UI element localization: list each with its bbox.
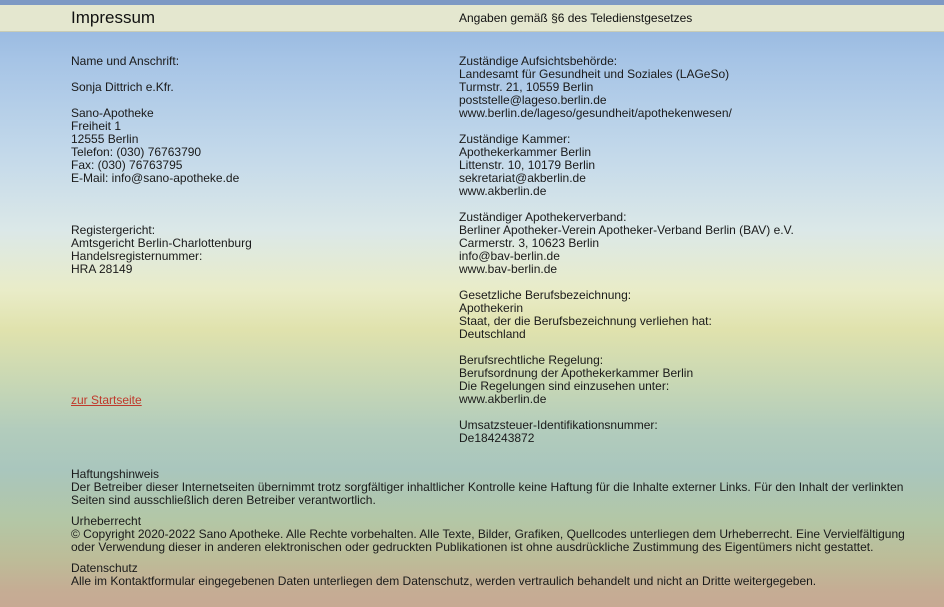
company-fax: Fax: (030) 76763795: [71, 158, 183, 172]
company-phone: Telefon: (030) 76763790: [71, 145, 202, 159]
title-heading: Gesetzliche Berufsbezeichnung:: [459, 288, 632, 302]
privacy-section: [71, 562, 911, 588]
title-country: Deutschland: [459, 327, 526, 341]
register-heading: Registergericht:: [71, 223, 156, 237]
chamber-heading: Zuständige Kammer:: [459, 132, 571, 146]
company-email: E-Mail: info@sano-apotheke.de: [71, 171, 240, 185]
address-heading: Name und Anschrift:: [71, 54, 180, 68]
liability-heading: Haftungshinweis: [71, 467, 160, 481]
copyright-heading: Urheberrecht: [71, 514, 142, 528]
association-name: Berliner Apotheker-Verein Apotheker-Verband Berlin (BAV) e.V.: [459, 223, 794, 237]
authority-heading: Zuständige Aufsichtsbehörde:: [459, 54, 618, 68]
register-number: HRA 28149: [71, 262, 133, 276]
association-heading: Zuständiger Apothekerverband:: [459, 210, 627, 224]
home-link[interactable]: zur Startseite: [71, 393, 142, 407]
authority-column: [459, 55, 919, 445]
association-street: Carmerstr. 3, 10623 Berlin: [459, 236, 600, 250]
rules-heading: Berufsrechtliche Regelung:: [459, 353, 604, 367]
title-country-label: Staat, der die Berufsbezeichnung verliehen hat:: [459, 314, 712, 328]
copyright-text-line1: © Copyright 2020-2022 Sano Apotheke. Alle Rechte vorbehalten. Alle Texte, Bilder, Grafiken, Quellcodes unterliegen dem Urheberrecht. Eine Vervielfältigung: [71, 527, 905, 541]
privacy-text-line1: Alle im Kontaktformular eingegebenen Daten unterliegen dem Datenschutz, werden vertraulich behandelt und nicht an Dritte weitergegeben.: [71, 574, 817, 588]
title-value: Apothekerin: [459, 301, 524, 315]
chamber-url: www.akberlin.de: [459, 184, 547, 198]
authority-email: poststelle@lageso.berlin.de: [459, 93, 607, 107]
authority-name: Landesamt für Gesundheit und Soziales (LAGeSo): [459, 67, 730, 81]
company-city: 12555 Berlin: [71, 132, 139, 146]
copyright-text-line2: oder Verwendung dieser in anderen elektronischen oder gedruckten Publikationen ist ohne ausdrückliche Zustimmung des Eigentümers nicht gestattet.: [71, 540, 874, 554]
rules-url: www.akberlin.de: [459, 392, 547, 406]
authority-url: www.berlin.de/lageso/gesundheit/apothekenwesen/: [459, 106, 732, 120]
liability-text-line2: Seiten sind ausschließlich deren Betreiber verantwortlich.: [71, 493, 376, 507]
chamber-email: sekretariat@akberlin.de: [459, 171, 586, 185]
page-title: Impressum: [71, 8, 156, 27]
liability-text-line1: Der Betreiber dieser Internetseiten übernimmt trotz sorgfältiger inhaltlicher Kontrolle keine Haftung für die Inhalte externer Links. Für den Inhalt der verlinkten: [71, 480, 904, 494]
page-header: [0, 5, 944, 32]
association-email: info@bav-berlin.de: [459, 249, 560, 263]
address-column: [71, 55, 441, 276]
rules-note: Die Regelungen sind einzusehen unter:: [459, 379, 670, 393]
chamber-street: Littenstr. 10, 10179 Berlin: [459, 158, 596, 172]
authority-street: Turmstr. 21, 10559 Berlin: [459, 80, 594, 94]
vat-heading: Umsatzsteuer-Identifikationsnummer:: [459, 418, 658, 432]
chamber-name: Apothekerkammer Berlin: [459, 145, 592, 159]
company-street: Freiheit 1: [71, 119, 122, 133]
rules-name: Berufsordnung der Apothekerkammer Berlin: [459, 366, 694, 380]
page-subtitle: Angaben gemäß §6 des Teledienstgesetzes: [459, 11, 693, 25]
privacy-heading: Datenschutz: [71, 561, 138, 575]
vat-number: De184243872: [459, 431, 535, 445]
register-number-label: Handelsregisternummer:: [71, 249, 203, 263]
company-name: Sano-Apotheke: [71, 106, 154, 120]
association-url: www.bav-berlin.de: [459, 262, 558, 276]
copyright-section: [71, 515, 911, 554]
owner-name: Sonja Dittrich e.Kfr.: [71, 80, 174, 94]
liability-section: [71, 468, 911, 507]
register-court: Amtsgericht Berlin-Charlottenburg: [71, 236, 252, 250]
